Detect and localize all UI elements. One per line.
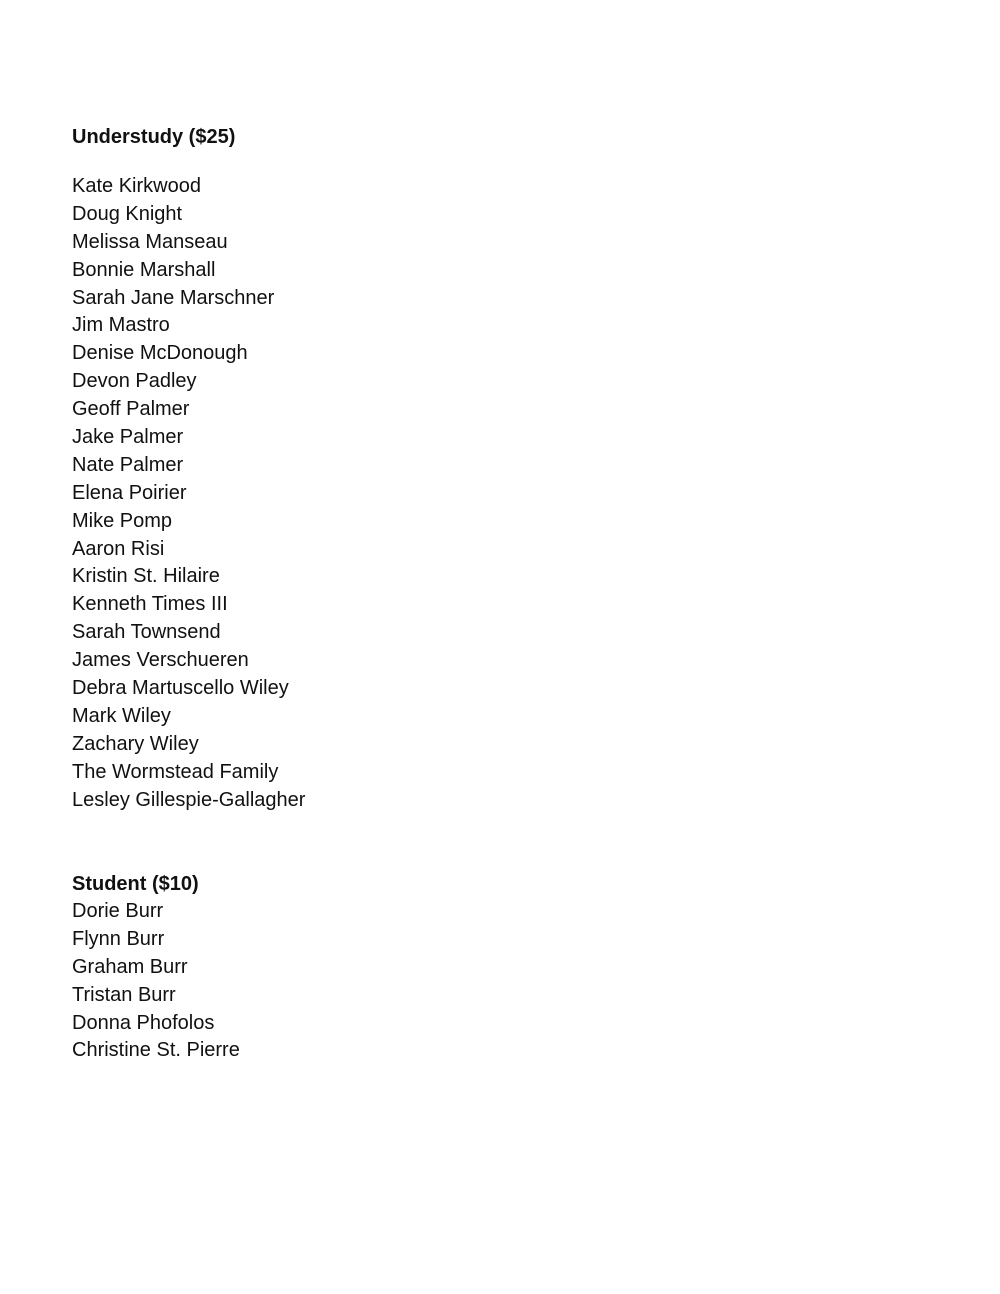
understudy-name: Doug Knight [72, 202, 183, 225]
understudy-name: Kate Kirkwood [72, 175, 201, 197]
student-name-list [72, 898, 672, 1065]
understudy-name: Elena Poirier [72, 481, 187, 504]
understudy-name: Kenneth Times III [72, 593, 228, 616]
understudy-name: Nate Palmer [72, 453, 184, 476]
understudy-name: Mike Pomp [72, 509, 173, 532]
understudy-name: Sarah Jane Marschner [72, 286, 275, 309]
student-name: Christine St. Pierre [72, 1039, 240, 1062]
understudy-name-list [72, 173, 672, 814]
understudy-name: James Verschueren [72, 649, 249, 672]
understudy-name: Mark Wiley [72, 704, 171, 727]
understudy-name: Kristin St. Hilaire [72, 565, 220, 588]
student-name: Flynn Burr [72, 927, 165, 950]
understudy-name: Devon Padley [72, 370, 197, 393]
understudy-name: Bonnie Marshall [72, 258, 216, 281]
student-heading: Student ($10) [72, 873, 199, 895]
student-name: Dorie Burr [72, 900, 164, 922]
understudy-name: Jim Mastro [72, 314, 170, 337]
understudy-name: Sarah Townsend [72, 621, 221, 644]
understudy-name: Melissa Manseau [72, 230, 228, 253]
understudy-name: Debra Martuscello Wiley [72, 677, 289, 700]
understudy-name: Jake Palmer [72, 426, 184, 449]
understudy-section [72, 123, 672, 814]
understudy-name: Aaron Risi [72, 537, 165, 560]
student-name: Donna Phofolos [72, 1011, 215, 1034]
student-name: Tristan Burr [72, 983, 176, 1006]
student-section [72, 870, 672, 1065]
understudy-name: Lesley Gillespie-Gallagher [72, 788, 306, 811]
understudy-name: The Wormstead Family [72, 760, 279, 783]
understudy-heading: Understudy ($25) [72, 126, 236, 148]
understudy-name: Zachary Wiley [72, 732, 199, 755]
student-name: Graham Burr [72, 955, 188, 978]
understudy-name: Geoff Palmer [72, 398, 190, 421]
understudy-name: Denise McDonough [72, 342, 248, 365]
